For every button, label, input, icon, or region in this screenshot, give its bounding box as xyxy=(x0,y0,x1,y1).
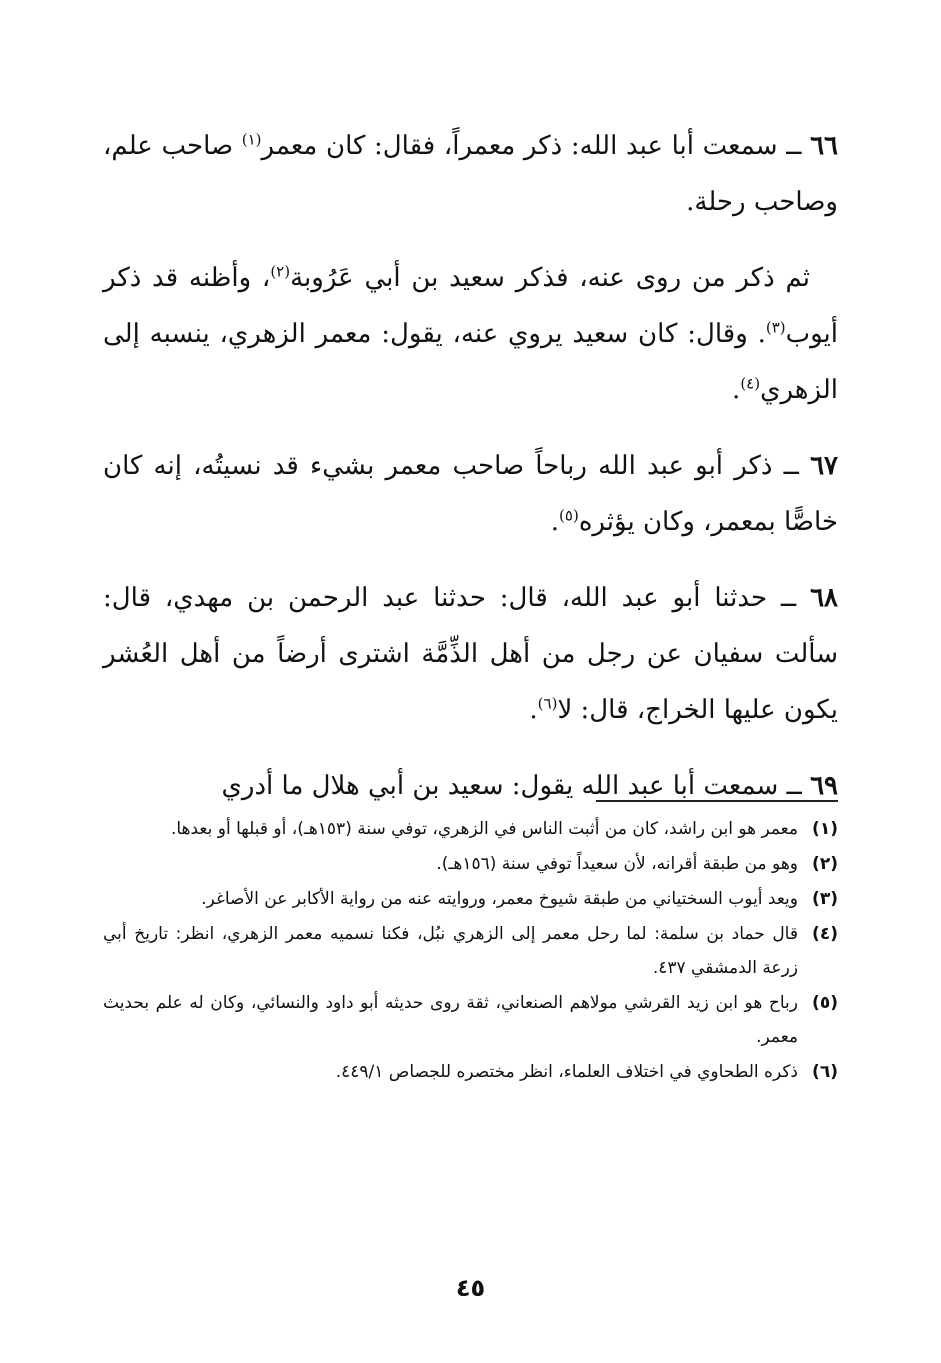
paragraph-text: سمعت أبا عبد الله يقول: سعيد بن أبي هلال ما أدري xyxy=(221,771,779,801)
footnote xyxy=(103,847,838,881)
footnote-reference[interactable]: (٦) xyxy=(537,694,558,713)
paragraph-text: صاحب علم، وصاحب رحلة. xyxy=(103,131,838,217)
paragraph-text: ، وأظنه قد ذكر أيوب xyxy=(103,263,838,349)
footnote-text: رباح هو ابن زيد القرشي مولاهم الصنعاني، ثقة روى حديثه أبو داود والنسائي، وكان له علم بحديث معمر. xyxy=(103,993,798,1047)
footnotes xyxy=(103,812,838,1090)
footnote-reference[interactable]: (١) xyxy=(241,130,262,149)
paragraph xyxy=(103,118,838,230)
footnote-marker: (٢) xyxy=(812,854,838,874)
footnote-marker: (٥) xyxy=(812,993,838,1013)
paragraph xyxy=(103,250,838,418)
paragraph-text: ثم ذكر من روى عنه، فذكر سعيد بن أبي عَرُوبة xyxy=(290,263,811,293)
footnote-marker: (٤) xyxy=(812,924,838,944)
paragraph-number: ٦٨ xyxy=(810,583,838,613)
footnote xyxy=(103,917,838,985)
footnote-text: ويعد أيوب السختياني من طبقة شيوخ معمر، وروايته عنه من رواية الأكابر عن الأصاغر. xyxy=(201,889,798,909)
paragraph-text: . xyxy=(529,695,538,725)
footnote xyxy=(103,812,838,846)
footnote-text: ذكره الطحاوي في اختلاف العلماء، انظر مختصره للجصاص ٤٤٩/١. xyxy=(335,1062,798,1082)
paragraph-text: ذكر أبو عبد الله رباحاً صاحب معمر بشيء قد نسيتُه، إنه كان خاصًّا بمعمر، وكان يؤثره xyxy=(103,451,838,537)
footnote-reference[interactable]: (٢) xyxy=(270,262,291,281)
paragraph-number: ٦٧ xyxy=(810,451,838,481)
paragraph-dash: ــ xyxy=(772,451,811,481)
paragraph-number: ٦٩ xyxy=(810,771,838,801)
footnote xyxy=(103,882,838,916)
footnote-reference[interactable]: (٥) xyxy=(559,506,579,525)
paragraph-text: حدثنا أبو عبد الله، قال: حدثنا عبد الرحمن بن مهدي، قال: سألت سفيان عن رجل من أهل الذِّمَّة اشترى أرضاً من أهل العُشر يكون عليها الخراج، قال: لا xyxy=(103,583,838,725)
paragraph xyxy=(103,438,838,550)
footnote-text: وهو من طبقة أقرانه، لأن سعيداً توفي سنة (١٥٦هـ). xyxy=(436,854,798,874)
footnote-reference[interactable]: (٣) xyxy=(765,318,786,337)
footnote-reference[interactable]: (٤) xyxy=(740,374,761,393)
footnote xyxy=(103,1055,838,1089)
paragraph-text: سمعت أبا عبد الله: ذكر معمراً، فقال: كان معمر xyxy=(261,131,778,161)
paragraph xyxy=(103,570,838,738)
footnote-marker: (١) xyxy=(812,819,838,839)
paragraph-text: . xyxy=(550,507,560,537)
footnote-marker: (٦) xyxy=(812,1062,838,1082)
main-text xyxy=(103,118,838,834)
footnote-separator xyxy=(596,800,838,802)
paragraph-text: . وقال: كان سعيد يروي عنه، يقول: معمر الزهري، ينسبه إلى الزهري xyxy=(103,319,838,405)
paragraph-dash: ــ xyxy=(767,583,811,613)
paragraph xyxy=(103,758,838,814)
paragraph-dash: ــ xyxy=(777,131,811,161)
page-number: ٤٥ xyxy=(455,1274,486,1302)
paragraph-text: . xyxy=(732,375,741,405)
paragraph-dash: ــ xyxy=(778,771,811,801)
footnote-text: قال حماد بن سلمة: لما رحل معمر إلى الزهري نبُل، فكنا نسميه معمر الزهري، انظر: تاريخ أبي زرعة الدمشقي ٤٣٧. xyxy=(103,924,798,978)
footnote-text: معمر هو ابن راشد، كان من أثبت الناس في الزهري، توفي سنة (١٥٣هـ)، أو قبلها أو بعدها. xyxy=(170,819,798,839)
paragraph-number: ٦٦ xyxy=(810,131,839,161)
footnote-marker: (٣) xyxy=(812,889,838,909)
footnote xyxy=(103,986,838,1054)
